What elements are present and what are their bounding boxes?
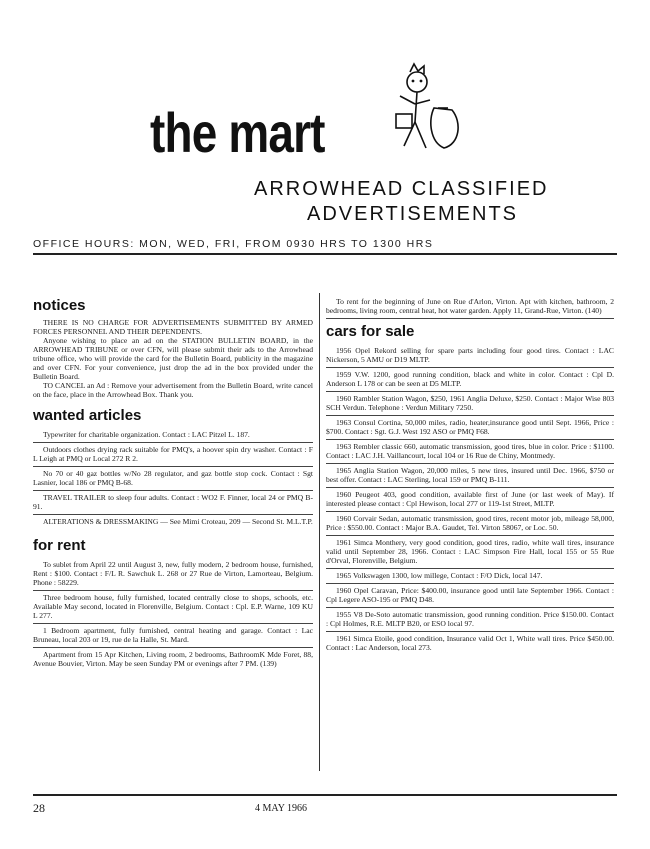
footer-rule <box>33 794 617 796</box>
rent-ad: Three bedroom house, fully furnished, located centrally close to shops, schools, etc. Available May second, located in Florenville, Belgium. Contact : Cpl. E.P. Warne, 109 KU L 277. <box>33 591 313 624</box>
header-rule <box>33 253 617 255</box>
office-hours: OFFICE HOURS: MON, WED, FRI, FROM 0930 HRS TO 1300 HRS <box>33 238 434 250</box>
for-rent-list <box>33 558 313 671</box>
car-ad: 1963 Consul Cortina, 50,000 miles, radio, heater,insurance good until Sept. 1966, Price : $700. Contact : Sgt. G.J. West 192 ASO or PMQ F68. <box>326 416 614 440</box>
wanted-list <box>33 428 313 529</box>
column-divider <box>319 293 320 771</box>
page-number: 28 <box>33 801 45 815</box>
wanted-title: wanted articles <box>33 407 142 424</box>
car-ad: 1959 V.W. 1200, good running condition, black and white in color. Contact : Cpl D. Anderson L 178 or can be seen at D5 MLTP. <box>326 368 614 392</box>
rent-ad-continued: To rent for the beginning of June on Rue d'Arlon, Virton. Apt with kitchen, bathroom, 2 bedrooms, living room, central heat, hot water garden. Apply 11, Grand-Rue, Virton. (140) <box>326 295 614 319</box>
notices-title: notices <box>33 297 86 314</box>
classified-heading-line2: ADVERTISEMENTS <box>307 203 518 225</box>
wanted-ad: ALTERATIONS & DRESSMAKING — See Mimi Croteau, 209 — Second St. M.L.T.P. <box>43 517 313 526</box>
car-ad: 1956 Opel Rekord selling for spare parts including four good tires. Contact : LAC Nickerson, 5 AMU or D19 MLTP. <box>326 344 614 368</box>
car-ad: 1963 Rembler classic 660, automatic transmission, good tires, blue in color. Price : $1100. Contact : LAC J.H. Vaillancourt, local 104 or 16 Rue de Chiny, Montmedy. <box>326 440 614 464</box>
notice-paragraph: Anyone wishing to place an ad on the STATION BULLETIN BOARD, in the ARROWHEAD TRIBUNE or over CFN, will please submit their ads to the Arrowhead tribune office, who will provide the card for the Bulletin Board, publicity in the magazine and over CFN. For your convenience, just drop the ad in the box provided under the Bulletin Board. <box>33 336 313 381</box>
wanted-ad: Typewriter for charitable organization. Contact : LAC Pitzel L. 187. <box>33 428 313 443</box>
for-rent-title: for rent <box>33 537 86 554</box>
left-column <box>33 293 313 671</box>
car-ad: 1955 V8 De-Soto automatic transmission, good running condition. Price $150.00. Contact : Cpl Holmes, R.E. MLTP B20, or ESO local 97. <box>326 608 614 632</box>
classified-heading-line1: ARROWHEAD CLASSIFIED <box>254 178 549 200</box>
car-ad: 1960 Corvair Sedan, automatic transmission, good tires, recent motor job, mileage 58,000, Price : $550.00. Contact : Major B.A. Gaudet, Tel. Virton 58067, or Loc. 50. <box>326 512 614 536</box>
wanted-ad: No 70 or 40 gaz bottles w/No 28 regulator, and gaz bottle stop cock. Contact : Sgt Lasnier, local 186 or PMQ B-68. <box>33 467 313 491</box>
notice-paragraph: THERE IS NO CHARGE FOR ADVERTISEMENTS SUBMITTED BY ARMED FORCES PERSONNEL AND THEIR DEPENDENTS. <box>33 318 313 336</box>
mascot-logo-icon <box>382 60 467 160</box>
cars-title: cars for sale <box>326 323 415 340</box>
car-ad: 1961 Simca Monthery, very good condition, good tires, radio, white wall tires, insurance valid until September 28, 1966. Contact : LAC Simpson Fire Hall, local 155 or 55 Rue d'Orval, Florenville, Belgium. <box>326 536 614 569</box>
wanted-ad: Outdoors clothes drying rack suitable for PMQ's, a hoover spin dry washer. Contact : F L Leigh at PMQ or Local 272 R 2. <box>33 443 313 467</box>
notices-body <box>33 318 313 399</box>
page-title: the mart <box>150 101 325 164</box>
rent-ad: To sublet from April 22 until August 3, new, fully modern, 2 bedroom house, furnished, Rent : $100. Contact : F/L R. Sawchuk L. 268 or 27 Rue de Virton, Lamorteau, Belgium. Phone : 58229. <box>33 558 313 591</box>
cars-list <box>326 344 614 655</box>
wanted-ad: TRAVEL TRAILER to sleep four adults. Contact : WO2 F. Finner, local 24 or PMQ B-91. <box>33 491 313 515</box>
rent-ad: Apartment from 15 Apr Kitchen, Living room, 2 bedrooms, BathroomK Mde Foret, 88, Avenue Bouvier, Virton. May be seen Sunday PM or evenings after 7 PM. (139) <box>33 650 313 668</box>
car-ad: 1961 Simca Etoile, good condition, Insurance valid Oct 1, White wall tires. Price $450.00. Contact : Lac Anderson, local 273. <box>326 634 614 652</box>
issue-date: 4 MAY 1966 <box>255 803 308 814</box>
car-ad: 1960 Rambler Station Wagon, $250, 1961 Anglia Deluxe, $250. Contact : Major Wise 803 SCH Verdun. Telephone : Verdun Military 7250. <box>326 392 614 416</box>
car-ad: 1960 Peugeot 403, good condition, available first of June (or last week of May). If interested please contact : Cpl Hewison, local 277 or 119-1st Street, MLTP. <box>326 488 614 512</box>
right-column <box>326 293 614 655</box>
car-ad: 1965 Volkswagen 1300, low millege, Contact : F/O Dick, local 147. <box>326 569 614 584</box>
car-ad: 1960 Opel Caravan, Price: $400.00, insurance good until late September 1966. Contact : Cpl Legere ASO-195 or PMQ D48. <box>326 584 614 608</box>
notice-paragraph: TO CANCEL an Ad : Remove your advertisement from the Bulletin Board, write cancel on the face, place in the Arrowhead Box. Thank you. <box>33 381 313 399</box>
car-ad: 1965 Anglia Station Wagon, 20,000 miles, 5 new tires, insured until Dec. 1966, $750 or best offer. Contact : LAC Sterling, local 159 or PMQ B-111. <box>326 464 614 488</box>
rent-ad: 1 Bedroom apartment, fully furnished, central heating and garage. Contact : Lac Bruneau, local 203 or 19, rue de la Halle, St. Mard. <box>33 624 313 648</box>
